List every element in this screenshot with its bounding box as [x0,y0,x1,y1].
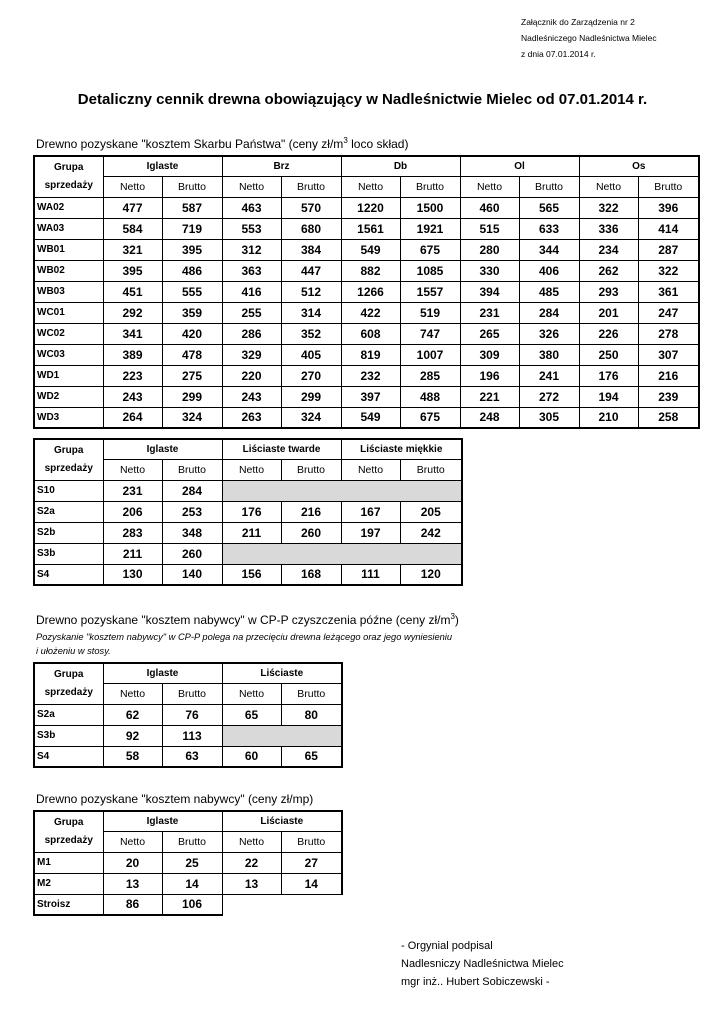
brutto-header: Brutto [281,176,341,197]
section4-caption: Drewno pozyskane "kosztem nabywcy" (ceny zł/mp) [36,792,314,806]
brutto-header: Brutto [281,831,342,852]
sales-group-code: WD2 [34,386,103,407]
table-row [34,302,699,323]
netto-price: 416 [222,281,281,302]
attachment-note [521,14,657,62]
netto-price: 1220 [341,197,400,218]
group-header-cell [34,156,103,197]
sales-group-code: S2a [34,501,103,522]
sales-group-code: WC02 [34,323,103,344]
unavailable-cell [222,480,462,501]
netto-price: 397 [341,386,400,407]
brutto-price: 1500 [400,197,460,218]
brutto-price: 485 [519,281,579,302]
brutto-price: 63 [162,746,222,767]
brutto-price: 747 [400,323,460,344]
brutto-header: Brutto [638,176,699,197]
brutto-price: 675 [400,239,460,260]
netto-price: 234 [579,239,638,260]
sales-group-code: M1 [34,852,103,873]
brutto-price: 76 [162,704,222,725]
species-header: Db [341,156,460,176]
sales-group-code: WA03 [34,218,103,239]
attachment-note-line: z dnia 07.01.2014 r. [521,49,596,59]
table-row [34,239,699,260]
netto-price: 312 [222,239,281,260]
netto-header: Netto [341,459,400,480]
signature-block [401,937,564,991]
sales-group-code: M2 [34,873,103,894]
unavailable-cell [222,725,342,746]
brutto-price: 299 [162,386,222,407]
brutto-price: 239 [638,386,699,407]
netto-price: 60 [222,746,281,767]
netto-price: 553 [222,218,281,239]
brutto-price: 414 [638,218,699,239]
brutto-price: 359 [162,302,222,323]
netto-price: 394 [460,281,519,302]
brutto-price: 272 [519,386,579,407]
netto-price: 341 [103,323,162,344]
brutto-price: 405 [281,344,341,365]
species-header: Ol [460,156,579,176]
netto-price: 263 [222,407,281,428]
netto-price: 264 [103,407,162,428]
brutto-header: Brutto [162,683,222,704]
table-row [34,704,342,725]
brutto-price: 205 [400,501,462,522]
signature-line: Nadlesniczy Nadleśnictwa Mielec [401,958,564,970]
netto-price: 197 [341,522,400,543]
netto-header: Netto [103,459,162,480]
species-header: Brz [222,156,341,176]
brutto-price: 324 [162,407,222,428]
netto-price: 13 [103,873,162,894]
table-row [34,281,699,302]
section3-caption-tail: ) [454,613,459,627]
species-header: Os [579,156,699,176]
brutto-price: 344 [519,239,579,260]
netto-price: 1266 [341,281,400,302]
attachment-note-line: Załącznik do Zarządzenia nr 2 [521,17,635,27]
brutto-price: 322 [638,260,699,281]
netto-price: 243 [103,386,162,407]
brutto-price: 275 [162,365,222,386]
section3-caption [36,612,459,627]
netto-price: 86 [103,894,162,915]
species-header: Iglaste [103,439,222,459]
netto-price: 451 [103,281,162,302]
brutto-price: 565 [519,197,579,218]
brutto-price: 216 [638,365,699,386]
brutto-price: 384 [281,239,341,260]
section3-body [34,704,342,767]
group-header-line: sprzedaży [44,686,93,698]
netto-price: 220 [222,365,281,386]
netto-price: 882 [341,260,400,281]
species-header: Iglaste [103,811,222,831]
table-row [34,197,699,218]
species-header: Iglaste [103,156,222,176]
section1-caption [36,136,408,151]
brutto-price: 287 [638,239,699,260]
sales-group-code: WC01 [34,302,103,323]
brutto-price: 488 [400,386,460,407]
netto-price: 231 [460,302,519,323]
brutto-price: 633 [519,218,579,239]
brutto-price: 305 [519,407,579,428]
brutto-price: 1007 [400,344,460,365]
netto-price: 309 [460,344,519,365]
netto-price: 819 [341,344,400,365]
brutto-price: 65 [281,746,342,767]
netto-price: 211 [103,543,162,564]
brutto-price: 1557 [400,281,460,302]
brutto-price: 486 [162,260,222,281]
netto-price: 22 [222,852,281,873]
section3-caption-sup: 3 [450,612,455,621]
brutto-price: 14 [162,873,222,894]
netto-price: 329 [222,344,281,365]
brutto-price: 25 [162,852,222,873]
netto-price: 130 [103,564,162,585]
sales-group-code: WB03 [34,281,103,302]
netto-price: 58 [103,746,162,767]
sales-group-code: WD1 [34,365,103,386]
brutto-price: 253 [162,501,222,522]
brutto-price: 106 [162,894,222,915]
netto-price: 608 [341,323,400,344]
brutto-price: 675 [400,407,460,428]
brutto-price: 380 [519,344,579,365]
group-header-line: Grupa [54,668,84,680]
netto-header: Netto [222,683,281,704]
sales-group-code: WC03 [34,344,103,365]
section1-caption-main: Drewno pozyskane "kosztem Skarbu Państwa" (ceny zł/m [36,137,344,151]
netto-header: Netto [341,176,400,197]
sales-group-code: Stroisz [34,894,103,915]
brutto-price: 168 [281,564,341,585]
empty-cell [222,894,342,915]
section4-body [34,852,342,915]
netto-price: 250 [579,344,638,365]
brutto-price: 258 [638,407,699,428]
brutto-price: 324 [281,407,341,428]
netto-price: 201 [579,302,638,323]
price-table-s-groups [33,438,463,586]
species-header: Liściaste [222,663,342,683]
group-header-line: sprzedaży [44,462,93,474]
brutto-price: 406 [519,260,579,281]
table-row [34,894,342,915]
netto-price: 210 [579,407,638,428]
netto-price: 167 [341,501,400,522]
brutto-header: Brutto [162,176,222,197]
brutto-price: 140 [162,564,222,585]
netto-price: 221 [460,386,519,407]
netto-header: Netto [222,176,281,197]
price-table-mp [33,810,343,916]
brutto-header: Brutto [400,176,460,197]
brutto-price: 447 [281,260,341,281]
brutto-price: 120 [400,564,462,585]
brutto-price: 555 [162,281,222,302]
netto-price: 280 [460,239,519,260]
netto-price: 156 [222,564,281,585]
section1-body [34,197,699,428]
netto-price: 286 [222,323,281,344]
table-row [34,522,462,543]
table-row [34,852,342,873]
netto-price: 196 [460,365,519,386]
netto-header: Netto [103,176,162,197]
brutto-price: 307 [638,344,699,365]
group-header-cell [34,811,103,852]
table-row [34,564,462,585]
brutto-price: 241 [519,365,579,386]
netto-price: 1561 [341,218,400,239]
brutto-price: 395 [162,239,222,260]
table-row [34,218,699,239]
brutto-price: 242 [400,522,462,543]
sales-group-code: WD3 [34,407,103,428]
netto-header: Netto [222,459,281,480]
netto-price: 255 [222,302,281,323]
table-row [34,365,699,386]
table-row [34,501,462,522]
netto-price: 226 [579,323,638,344]
netto-price: 223 [103,365,162,386]
netto-price: 395 [103,260,162,281]
netto-price: 262 [579,260,638,281]
section1-caption-tail: loco skład) [347,137,409,151]
section2-body [34,480,462,585]
sales-group-code: WB02 [34,260,103,281]
brutto-header: Brutto [281,683,342,704]
netto-price: 243 [222,386,281,407]
group-header-line: sprzedaży [44,834,93,846]
netto-price: 194 [579,386,638,407]
netto-price: 231 [103,480,162,501]
sales-group-code: S4 [34,564,103,585]
unavailable-cell [222,543,462,564]
group-header-line: Grupa [54,816,84,828]
brutto-price: 278 [638,323,699,344]
page-title: Detaliczny cennik drewna obowiązujący w Nadleśnictwie Mielec od 07.01.2014 r. [77,91,648,108]
brutto-price: 348 [162,522,222,543]
brutto-price: 326 [519,323,579,344]
netto-price: 363 [222,260,281,281]
netto-price: 211 [222,522,281,543]
netto-price: 463 [222,197,281,218]
section1-caption-sup: 3 [343,136,348,145]
sales-group-code: S10 [34,480,103,501]
brutto-price: 519 [400,302,460,323]
species-header: Iglaste [103,663,222,683]
table-row [34,344,699,365]
brutto-price: 1921 [400,218,460,239]
brutto-price: 570 [281,197,341,218]
group-header-cell [34,439,103,480]
brutto-price: 284 [519,302,579,323]
table-row [34,746,342,767]
brutto-price: 512 [281,281,341,302]
netto-price: 92 [103,725,162,746]
netto-price: 265 [460,323,519,344]
brutto-price: 260 [281,522,341,543]
netto-price: 111 [341,564,400,585]
netto-header: Netto [103,831,162,852]
brutto-price: 587 [162,197,222,218]
brutto-price: 420 [162,323,222,344]
sales-group-code: S2b [34,522,103,543]
table-row [34,407,699,428]
netto-price: 283 [103,522,162,543]
table-row [34,725,342,746]
netto-header: Netto [222,831,281,852]
netto-price: 176 [579,365,638,386]
species-header: Liściaste [222,811,342,831]
sales-group-code: WB01 [34,239,103,260]
netto-price: 460 [460,197,519,218]
table-row [34,873,342,894]
section3-note-line: Pozyskanie "kosztem nabywcy" w CP-P polega na przecięciu drewna leżącego oraz jego wyniesieniu [36,632,453,642]
species-header: Liściaste twarde [222,439,341,459]
group-header-cell [34,663,103,704]
sales-group-code: S3b [34,543,103,564]
netto-price: 206 [103,501,162,522]
netto-header: Netto [103,683,162,704]
group-header-line: Grupa [54,444,84,456]
brutto-price: 27 [281,852,342,873]
price-table-skarb [33,155,700,429]
table-row [34,480,462,501]
netto-price: 549 [341,239,400,260]
brutto-price: 247 [638,302,699,323]
netto-price: 292 [103,302,162,323]
brutto-header: Brutto [519,176,579,197]
table-row [34,260,699,281]
brutto-price: 314 [281,302,341,323]
brutto-price: 14 [281,873,342,894]
netto-header: Netto [579,176,638,197]
attachment-note-line: Nadleśniczego Nadleśnictwa Mielec [521,33,657,43]
table-row [34,543,462,564]
netto-price: 422 [341,302,400,323]
sales-group-code: S4 [34,746,103,767]
netto-price: 322 [579,197,638,218]
sales-group-code: S2a [34,704,103,725]
signature-line: mgr inż.. Hubert Sobiczewski - [401,976,550,988]
netto-price: 65 [222,704,281,725]
table-row [34,386,699,407]
brutto-price: 285 [400,365,460,386]
signature-line: - Orgynial podpisal [401,940,493,952]
group-header-line: Grupa [54,161,84,173]
netto-price: 248 [460,407,519,428]
netto-price: 20 [103,852,162,873]
brutto-price: 260 [162,543,222,564]
brutto-price: 361 [638,281,699,302]
brutto-header: Brutto [281,459,341,480]
netto-price: 477 [103,197,162,218]
brutto-price: 270 [281,365,341,386]
netto-price: 515 [460,218,519,239]
netto-header: Netto [460,176,519,197]
price-table-cpp [33,662,343,768]
brutto-price: 1085 [400,260,460,281]
sales-group-code: S3b [34,725,103,746]
netto-price: 232 [341,365,400,386]
netto-price: 336 [579,218,638,239]
netto-price: 176 [222,501,281,522]
netto-price: 549 [341,407,400,428]
brutto-header: Brutto [162,459,222,480]
brutto-price: 113 [162,725,222,746]
brutto-price: 216 [281,501,341,522]
species-header: Liściaste miękkie [341,439,462,459]
netto-price: 389 [103,344,162,365]
netto-price: 584 [103,218,162,239]
section3-caption-main: Drewno pozyskane "kosztem nabywcy" w CP-P czyszczenia późne (ceny zł/m [36,613,451,627]
brutto-price: 396 [638,197,699,218]
netto-price: 62 [103,704,162,725]
table-row [34,323,699,344]
brutto-price: 352 [281,323,341,344]
brutto-price: 719 [162,218,222,239]
netto-price: 293 [579,281,638,302]
brutto-price: 680 [281,218,341,239]
sales-group-code: WA02 [34,197,103,218]
brutto-header: Brutto [400,459,462,480]
brutto-header: Brutto [162,831,222,852]
netto-price: 321 [103,239,162,260]
brutto-price: 80 [281,704,342,725]
brutto-price: 284 [162,480,222,501]
section3-note-line: i ułożeniu w stosy. [36,646,111,656]
netto-price: 13 [222,873,281,894]
netto-price: 330 [460,260,519,281]
brutto-price: 299 [281,386,341,407]
group-header-line: sprzedaży [44,179,93,191]
brutto-price: 478 [162,344,222,365]
